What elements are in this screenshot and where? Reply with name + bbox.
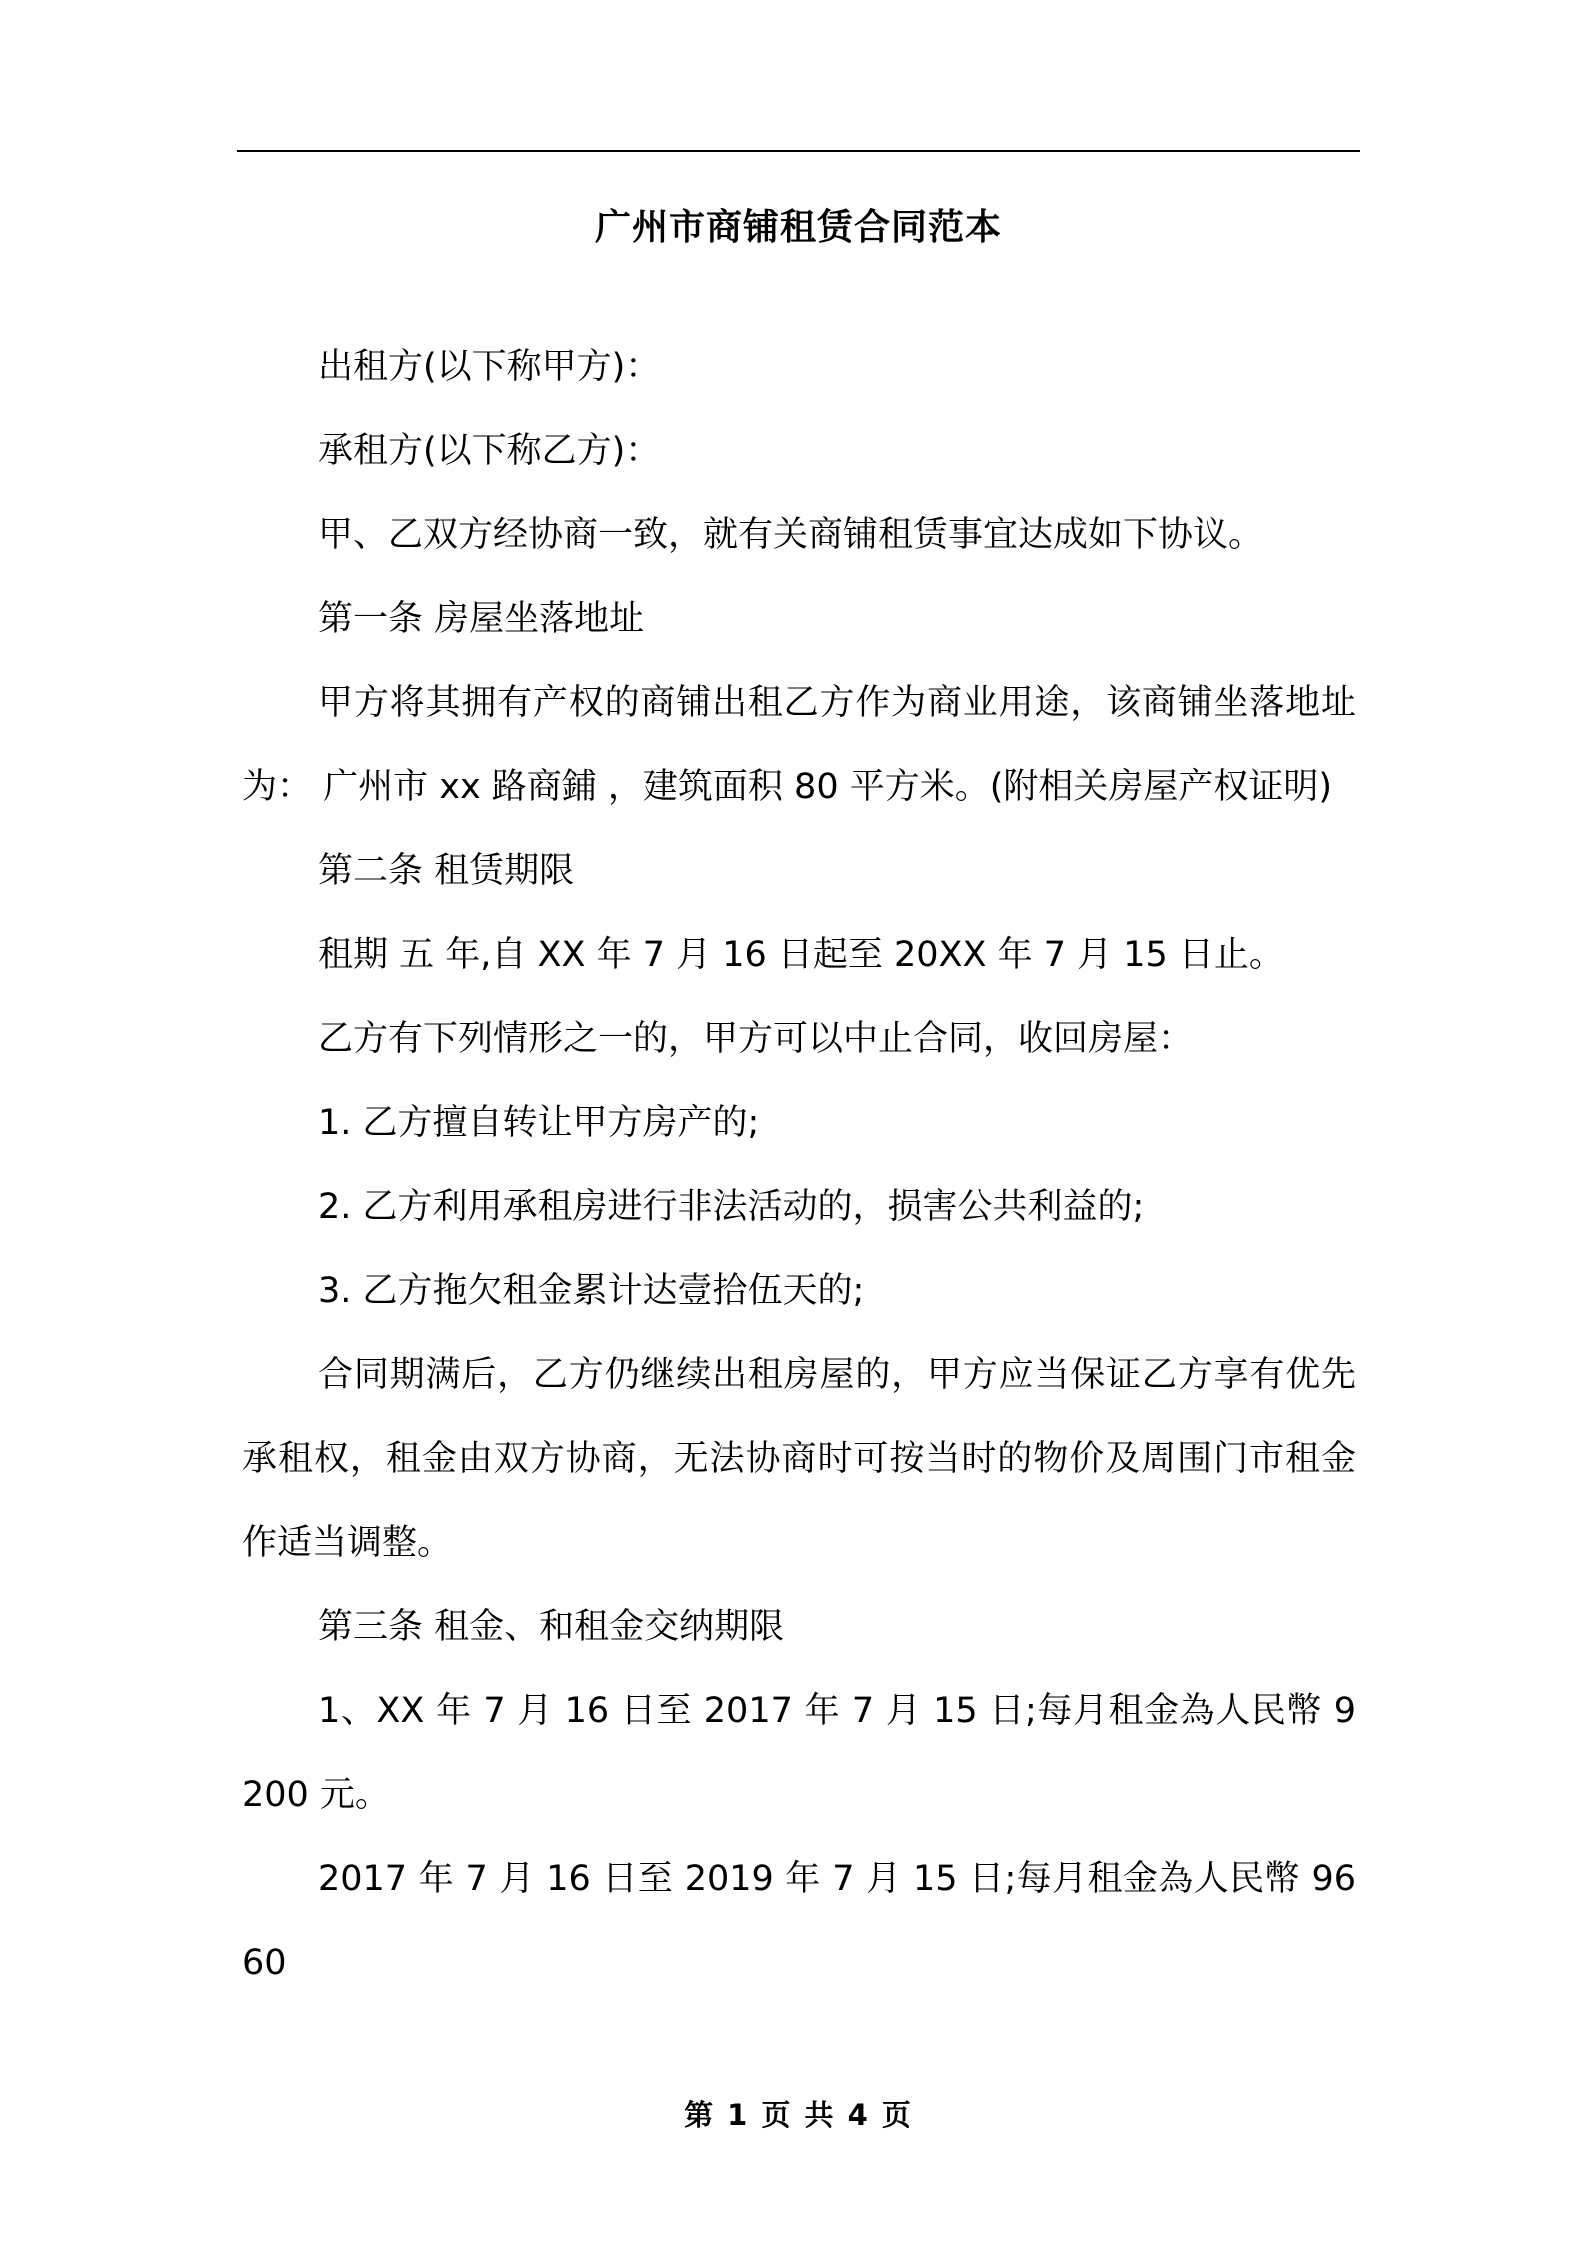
list-item-3: 3. 乙方拖欠租金累计达壹拾伍天的; (318, 1271, 865, 1311)
paragraph-renewal: 合同期满后，乙方仍继续出租房屋的，甲方应当保证乙方享有优先承租权，租金由双方协商，无法协商时可按当时的物价及周围门市租金作适当调整。 (242, 1355, 1356, 1563)
paragraph-agreement-intro: 甲、乙双方经协商一致，就有关商铺租赁事宜达成如下协议。 (318, 515, 1264, 555)
article-heading-3: 第三条 租金、和租金交纳期限 (318, 1607, 785, 1647)
article-heading-1: 第一条 房屋坐落地址 (318, 599, 645, 639)
paragraph-rent-period-2: 2017 年 7 月 16 日至 2019 年 7 月 15 日;每月租金為人民幣 9660 (242, 1859, 1356, 1983)
header-rule (237, 150, 1360, 152)
paragraph-rent-period-1: 1、XX 年 7 月 16 日至 2017 年 7 月 15 日;每月租金為人民幣 9200 元。 (242, 1691, 1356, 1815)
document-body (242, 325, 1356, 2005)
paragraph-lease-term: 租期 五 年,自 XX 年 7 月 16 日起至 20XX 年 7 月 15 日止。 (318, 935, 1284, 975)
article-heading-2: 第二条 租赁期限 (318, 851, 575, 891)
page-number-footer: 第 1 页 共 4 页 (684, 2098, 913, 2132)
paragraph-termination-intro: 乙方有下列情形之一的，甲方可以中止合同，收回房屋： (318, 1019, 1194, 1059)
paragraph-address: 甲方将其拥有产权的商铺出租乙方作为商业用途，该商铺坐落地址为： 广州市 xx 路商鋪 ，建筑面积 80 平方米。(附相关房屋产权证明) (242, 683, 1356, 807)
paragraph-lessor: 出租方(以下称甲方)： (318, 347, 661, 387)
document-title: 广州市商铺租赁合同范本 (594, 207, 1002, 248)
paragraph-lessee: 承租方(以下称乙方)： (318, 431, 661, 471)
list-item-2: 2. 乙方利用承租房进行非法活动的，损害公共利益的; (318, 1187, 1145, 1227)
list-item-1: 1. 乙方擅自转让甲方房产的; (318, 1103, 760, 1143)
